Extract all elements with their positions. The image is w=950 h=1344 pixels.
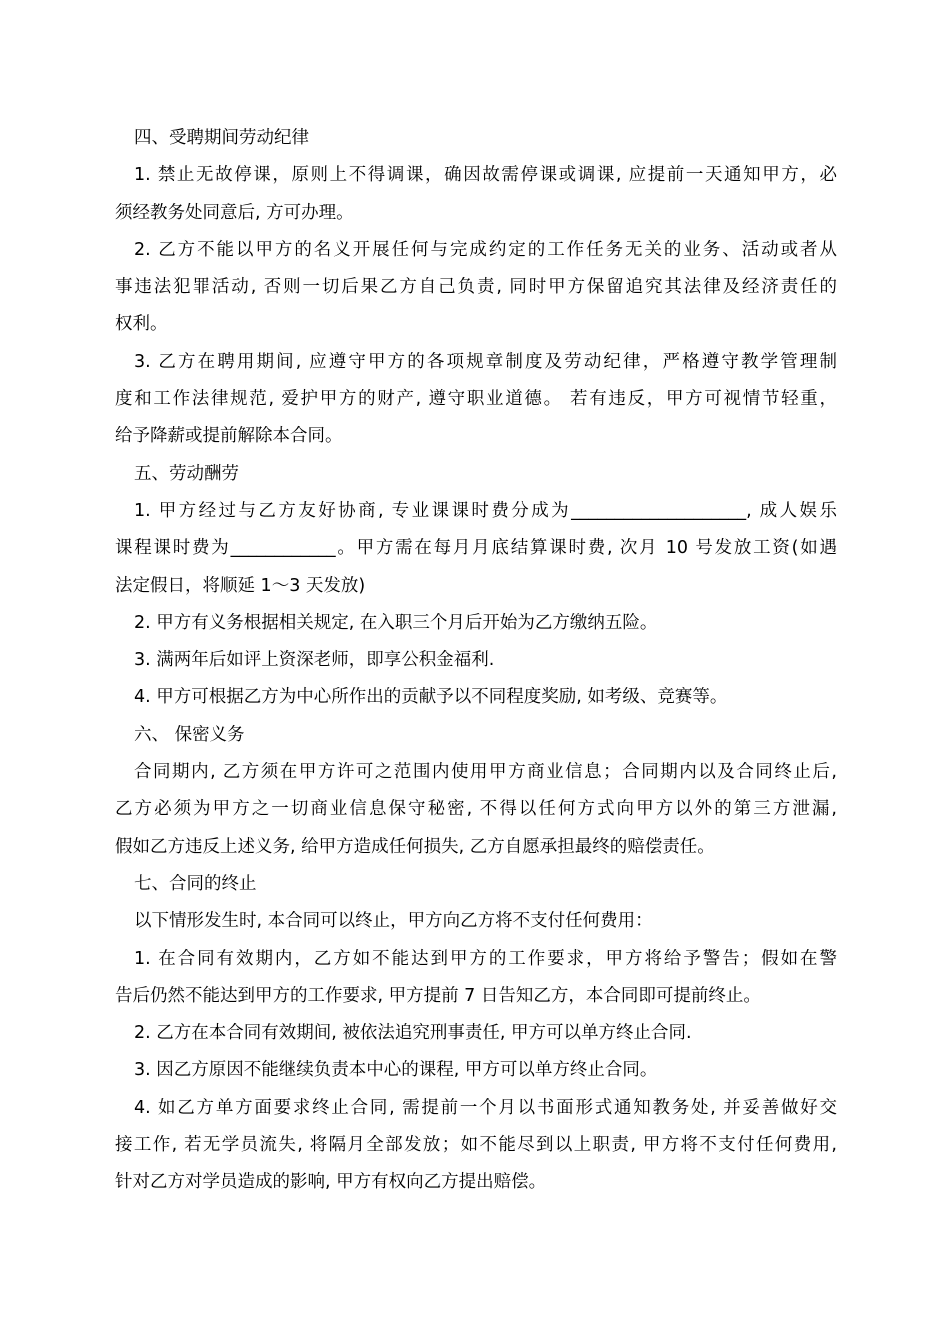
- paragraph-line: 4. 甲方可根据乙方为中心所作出的贡献予以不同程度奖励, 如考级、竞赛等。: [134, 687, 728, 708]
- paragraph-line: 权利。: [115, 314, 168, 335]
- paragraph-line: 乙方必须为甲方之一切商业信息保守秘密, 不得以任何方式向甲方以外的第三方泄漏,: [115, 799, 837, 820]
- section-heading: 四、受聘期间劳动纪律: [134, 128, 309, 148]
- paragraph-line: 假如乙方违反上述义务, 给甲方造成任何损失, 乙方自愿承担最终的赔偿责任。: [115, 836, 715, 857]
- paragraph-line: 2. 甲方有义务根据相关规定, 在入职三个月后开始为乙方缴纳五险。: [134, 612, 658, 633]
- paragraph-line: 针对乙方对学员造成的影响, 甲方有权向乙方提出赔偿。: [115, 1172, 547, 1193]
- paragraph-line: 须经教务处同意后, 方可办理。: [115, 202, 354, 223]
- paragraph-line: 1. 甲方经过与乙方友好协商, 专业课课时费分成为____________________, 成人娱乐: [134, 500, 837, 521]
- paragraph-line: 事违法犯罪活动, 否则一切后果乙方自己负责, 同时甲方保留追究其法律及经济责任的: [115, 277, 837, 298]
- paragraph-line: 3. 满两年后如评上资深老师，即享公积金福利.: [134, 650, 495, 671]
- paragraph-line: 接工作, 若无学员流失, 将隔月全部发放；如不能尽到以上职责, 甲方将不支付任何费用,: [115, 1135, 837, 1156]
- paragraph-line: 合同期内, 乙方须在甲方许可之范围内使用甲方商业信息；合同期内以及合同终止后,: [134, 762, 837, 783]
- section-heading: 五、劳动酬劳: [134, 463, 239, 484]
- section-heading: 六、 保密义务: [134, 724, 245, 745]
- paragraph-line: 课程课时费为____________。甲方需在每月月底结算课时费, 次月 10 号发放工资(如遇: [115, 538, 837, 559]
- paragraph-line: 给予降薪或提前解除本合同。: [115, 426, 343, 447]
- paragraph-line: 法定假日，将顺延 1～3 天发放): [115, 575, 366, 596]
- paragraph-line: 以下情形发生时, 本合同可以终止，甲方向乙方将不支付任何费用：: [134, 911, 653, 932]
- paragraph-line: 4. 如乙方单方面要求终止合同, 需提前一个月以书面形式通知教务处, 并妥善做好交: [134, 1097, 837, 1118]
- document-body: [115, 120, 837, 1202]
- paragraph-line: 2. 乙方不能以甲方的名义开展任何与完成约定的工作任务无关的业务、活动或者从: [134, 239, 837, 260]
- paragraph-line: 度和工作法律规范, 爱护甲方的财产, 遵守职业道德。 若有违反，甲方可视情节轻重，: [115, 389, 837, 410]
- paragraph-line: 1. 禁止无故停课，原则上不得调课，确因故需停课或调课, 应提前一天通知甲方，必: [134, 165, 837, 186]
- paragraph-line: 告后仍然不能达到甲方的工作要求, 甲方提前 7 日告知乙方，本合同即可提前终止。: [115, 985, 761, 1006]
- section-heading: 七、合同的终止: [134, 873, 257, 894]
- paragraph-line: 2. 乙方在本合同有效期间, 被依法追究刑事责任, 甲方可以单方终止合同.: [134, 1023, 692, 1044]
- paragraph-line: 3. 因乙方原因不能继续负责本中心的课程, 甲方可以单方终止合同。: [134, 1060, 658, 1081]
- paragraph-line: 1. 在合同有效期内，乙方如不能达到甲方的工作要求，甲方将给予警告；假如在警: [134, 948, 837, 969]
- paragraph-line: 3. 乙方在聘用期间, 应遵守甲方的各项规章制度及劳动纪律，严格遵守教学管理制: [134, 351, 837, 372]
